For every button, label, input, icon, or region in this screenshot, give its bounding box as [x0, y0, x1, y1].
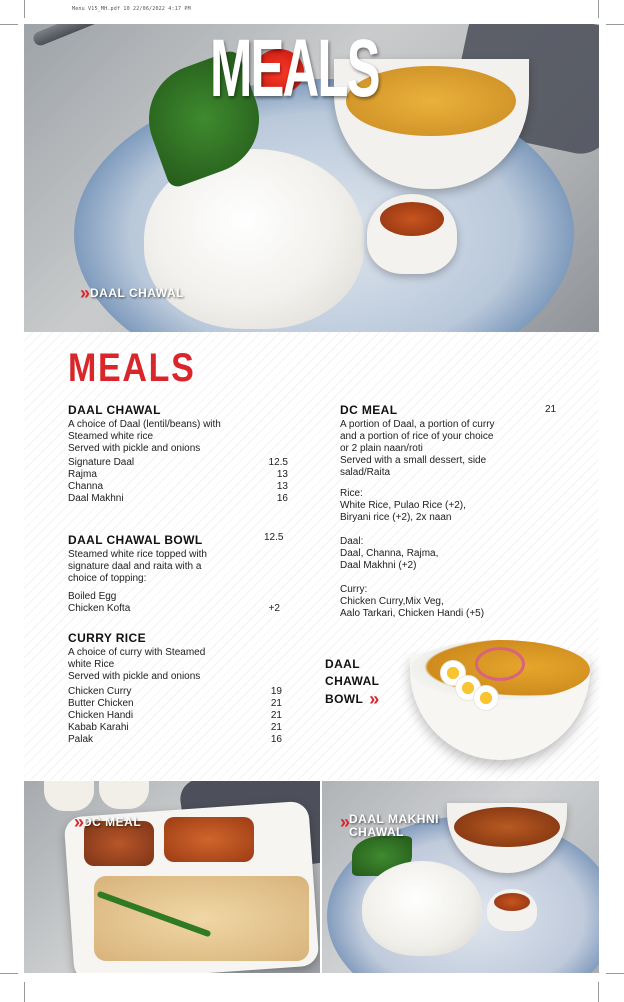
menu-item [68, 722, 282, 734]
item-price: 21 [270, 710, 282, 721]
menu-item [68, 457, 288, 469]
crop-mark [0, 973, 18, 974]
item-price: +2 [268, 603, 280, 614]
description-line: Served with pickle and onions [68, 443, 201, 454]
dc-meal-rice-options [340, 488, 560, 524]
description-line: Steamed white rice topped with [68, 549, 207, 560]
spoon-image [31, 24, 222, 47]
description-line: Served with a small dessert, side [340, 455, 487, 466]
menu-item [68, 698, 282, 710]
crop-mark [24, 0, 25, 18]
item-name: Kabab Karahi [68, 722, 129, 733]
menu-item [68, 603, 280, 615]
item-price: 13 [276, 481, 288, 492]
onion-ring-image [475, 647, 525, 681]
dc-meal-photo-label: DC MEAL [83, 815, 142, 829]
chutney-image [380, 202, 444, 236]
description-line: A choice of Daal (lentil/beans) with [68, 419, 221, 430]
description-line: salad/Raita [340, 467, 391, 478]
daal-chawal-bowl-price: 12.5 [264, 532, 284, 543]
bowl-photo-label-line: BOWL [325, 691, 364, 706]
description-line: choice of topping: [68, 573, 147, 584]
item-name: Chicken Curry [68, 686, 132, 697]
cup-image [44, 781, 94, 811]
item-name: Channa [68, 481, 104, 492]
tray-compartment-image [164, 817, 254, 862]
item-price: 21 [270, 722, 282, 733]
item-name: Rajma [68, 469, 97, 480]
options-line: Biryani rice (+2), 2x naan [340, 512, 452, 523]
item-name: Boiled Egg [68, 591, 117, 602]
daal-chawal-bowl-title: DAAL CHAWAL BOWL [68, 533, 203, 547]
daal-makhni-image [454, 807, 560, 847]
menu-item [68, 493, 288, 505]
item-name: Palak [68, 734, 94, 745]
description-line: A portion of Daal, a portion of curry [340, 419, 495, 430]
item-price: 16 [276, 493, 288, 504]
dc-meal-photo [24, 781, 320, 973]
item-name: Signature Daal [68, 457, 135, 468]
item-price: 19 [270, 686, 282, 697]
daal-chawal-title: DAAL CHAWAL [68, 403, 161, 417]
bowl-photo-caption [325, 656, 415, 708]
crop-mark [24, 982, 25, 1002]
dc-meal-title: DC MEAL [340, 403, 398, 417]
cup-image [99, 781, 149, 809]
options-line: White Rice, Pulao Rice (+2), [340, 500, 466, 511]
menu-item [68, 469, 288, 481]
dc-meal-price: 21 [545, 404, 557, 415]
daal-makhni-chawal-caption [340, 813, 439, 839]
description-line: white Rice [68, 659, 115, 670]
menu-item [68, 734, 282, 746]
description-line: Steamed white rice [68, 431, 154, 442]
egg-slice-image [473, 685, 499, 711]
double-chevron-icon: » [74, 812, 79, 832]
daal-chawal-bowl-photo [405, 635, 595, 765]
description-line: Served with pickle and onions [68, 671, 201, 682]
hero-photo-label: DAAL CHAWAL [90, 286, 184, 300]
daal-makhni-photo-label-line: CHAWAL [349, 825, 405, 839]
hero-photo-caption [80, 284, 184, 302]
daal-chawal-items [68, 457, 288, 505]
curry-rice-description [68, 647, 268, 683]
item-price: 16 [270, 734, 282, 745]
item-name: Butter Chicken [68, 698, 134, 709]
hero-title: MEALS [210, 23, 379, 114]
daal-makhni-photo-label-line: DAAL MAKHNI [349, 812, 439, 826]
description-line: and a portion of rice of your choice [340, 431, 494, 442]
daal-chawal-bowl-items [68, 591, 280, 615]
item-price: 12.5 [268, 457, 288, 468]
description-line: signature daal and raita with a [68, 561, 202, 572]
daal-makhni-chawal-photo [322, 781, 599, 973]
crop-mark [606, 24, 624, 25]
dc-meal-daal-options [340, 536, 560, 572]
item-name: Daal Makhni [68, 493, 124, 504]
biryani-image [94, 876, 309, 961]
menu-item [68, 686, 282, 698]
options-heading: Rice: [340, 488, 363, 499]
options-heading: Curry: [340, 584, 368, 595]
options-line: Aalo Tarkari, Chicken Handi (+5) [340, 608, 485, 619]
section-title: MEALS [68, 346, 196, 390]
daal-chawal-description [68, 419, 268, 455]
crop-mark [606, 973, 624, 974]
crop-mark [598, 982, 599, 1002]
menu-item [68, 710, 282, 722]
curry-rice-title: CURRY RICE [68, 631, 147, 645]
double-chevron-icon: » [340, 812, 345, 832]
double-chevron-icon: » [80, 283, 85, 303]
menu-item [68, 481, 288, 493]
options-heading: Daal: [340, 536, 364, 547]
item-name: Chicken Handi [68, 710, 134, 721]
dc-meal-description [340, 419, 560, 479]
curry-rice-items [68, 686, 282, 746]
rice-image [362, 861, 482, 956]
crop-mark [598, 0, 599, 18]
crop-mark [0, 24, 18, 25]
menu-item [68, 591, 280, 603]
bowl-photo-label-line: DAAL CHAWAL [325, 657, 380, 688]
double-chevron-icon: » [369, 689, 374, 709]
item-name: Chicken Kofta [68, 603, 131, 614]
chutney-image [494, 893, 530, 911]
dc-meal-photo-caption [74, 813, 141, 831]
description-line: A choice of curry with Steamed [68, 647, 206, 658]
print-header: Menu V15_MH.pdf 10 22/06/2022 4:17 PM [72, 6, 191, 12]
daal-chawal-bowl-description [68, 549, 268, 585]
options-line: Daal, Channa, Rajma, [340, 548, 439, 559]
item-price: 21 [270, 698, 282, 709]
dc-meal-curry-options [340, 584, 580, 620]
description-line: or 2 plain naan/roti [340, 443, 423, 454]
options-line: Chicken Curry,Mix Veg, [340, 596, 444, 607]
options-line: Daal Makhni (+2) [340, 560, 417, 571]
item-price: 13 [276, 469, 288, 480]
